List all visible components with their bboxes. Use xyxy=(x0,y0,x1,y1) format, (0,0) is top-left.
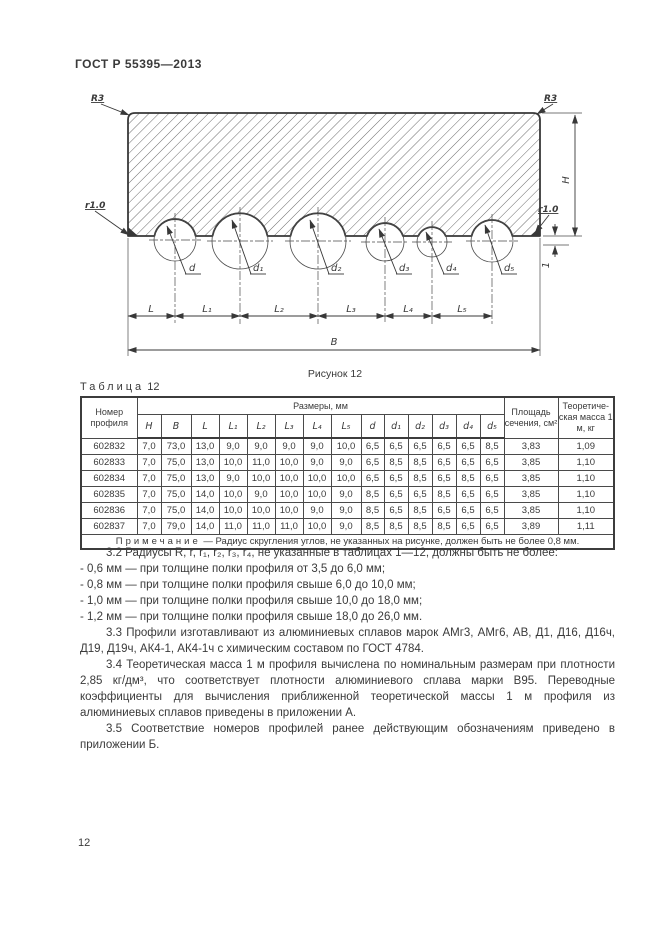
diameter-label-d1: d₁ xyxy=(253,263,264,274)
table-cell: 9,0 xyxy=(331,503,361,519)
table-title-word: Таблица xyxy=(80,381,145,393)
table-cell: 14,0 xyxy=(191,519,219,535)
table-cell: 10,0 xyxy=(219,487,247,503)
table-cell: 7,0 xyxy=(137,438,161,455)
table-cell: 14,0 xyxy=(191,487,219,503)
paragraph: - 1,2 мм — при толщине полки профиля свыше 18,0 до 26,0 мм. xyxy=(80,611,423,623)
size-column-header: d xyxy=(361,415,384,439)
table-row xyxy=(81,438,614,455)
table-cell: 9,0 xyxy=(219,438,247,455)
table-cell: 8,5 xyxy=(408,471,432,487)
table-cell: 3,83 xyxy=(504,438,558,455)
table-cell: 8,5 xyxy=(456,471,480,487)
table-cell: 602832 xyxy=(81,438,137,455)
note-label: Примечание xyxy=(115,536,201,547)
table-cell: 8,5 xyxy=(432,519,456,535)
col-header-mass: Теоретиче-ская масса 1 м, кг xyxy=(558,397,614,438)
page-number: 12 xyxy=(78,837,91,849)
table-cell: 10,0 xyxy=(247,471,275,487)
table-cell: 9,0 xyxy=(303,455,331,471)
table-cell: 10,0 xyxy=(219,503,247,519)
note-text: — Радиус скругления углов, не указанных на рисунке, должен быть не более 0,8 мм. xyxy=(203,536,580,547)
table-cell: 602836 xyxy=(81,503,137,519)
diameter-label-d: d xyxy=(189,263,196,274)
table-cell: 6,5 xyxy=(480,503,504,519)
size-column-header: L xyxy=(191,415,219,439)
table-cell: 10,0 xyxy=(275,471,303,487)
size-column-header: d₁ xyxy=(384,415,408,439)
table-cell: 6,5 xyxy=(432,503,456,519)
size-column-header: L₄ xyxy=(303,415,331,439)
table-cell: 6,5 xyxy=(432,471,456,487)
table-cell: 6,5 xyxy=(456,438,480,455)
paragraph: - 0,6 мм — при толщине полки профиля от 3,5 до 6,0 мм; xyxy=(80,563,386,575)
table-cell: 3,89 xyxy=(504,519,558,535)
table-cell: 10,0 xyxy=(331,438,361,455)
table-cell: 9,0 xyxy=(219,471,247,487)
table-cell: 6,5 xyxy=(361,438,384,455)
paragraph: 3.2 Радиусы R, r, r₁, r₂, r₃, r₄, не указанные в таблицах 1—12, должны быть не более: xyxy=(106,547,558,559)
table-cell: 3,85 xyxy=(504,455,558,471)
col-header-profile-number: Номер профиля xyxy=(81,397,137,438)
col-header-area: Площадь сечения, см² xyxy=(504,397,558,438)
table-cell: 10,0 xyxy=(303,471,331,487)
table-cell: 9,0 xyxy=(331,487,361,503)
table-cell: 75,0 xyxy=(161,487,191,503)
table-cell: 6,5 xyxy=(384,503,408,519)
table-cell: 9,0 xyxy=(247,487,275,503)
table-cell: 6,5 xyxy=(384,487,408,503)
table-cell: 8,5 xyxy=(384,519,408,535)
paragraph: 3.3 Профили изготавливают из алюминиевых сплавов марок АМг3, АМг6, АВ, Д1, Д16, Д16ч, Д19, Д19ч, АК4-1, АК4-1ч с химическим составом по ГОСТ 4784. xyxy=(80,627,615,655)
table-cell: 6,5 xyxy=(432,438,456,455)
table-cell: 8,5 xyxy=(384,455,408,471)
table-cell: 6,5 xyxy=(456,455,480,471)
table-cell: 9,0 xyxy=(303,503,331,519)
table-cell: 6,5 xyxy=(456,503,480,519)
table-cell: 6,5 xyxy=(432,455,456,471)
table-cell: 14,0 xyxy=(191,503,219,519)
table-cell: 6,5 xyxy=(384,438,408,455)
table-cell: 7,0 xyxy=(137,487,161,503)
table-cell: 602834 xyxy=(81,471,137,487)
paragraph: - 1,0 мм — при толщине полки профиля свыше 10,0 до 18,0 мм; xyxy=(80,595,423,607)
table-cell: 13,0 xyxy=(191,471,219,487)
table-12-zone xyxy=(80,381,615,550)
size-column-header: H xyxy=(137,415,161,439)
table-row xyxy=(81,503,614,519)
table-cell: 1,10 xyxy=(558,503,614,519)
size-column-header: d₂ xyxy=(408,415,432,439)
table-cell: 6,5 xyxy=(480,471,504,487)
body-paragraphs xyxy=(80,545,615,753)
table-cell: 13,0 xyxy=(191,438,219,455)
table-cell: 6,5 xyxy=(384,471,408,487)
size-column-header: d₃ xyxy=(432,415,456,439)
table-cell: 8,5 xyxy=(408,519,432,535)
diameter-label-d3: d₃ xyxy=(399,263,410,274)
table-cell: 6,5 xyxy=(361,455,384,471)
length-label-L: L xyxy=(148,304,154,315)
table-row xyxy=(81,519,614,535)
table-cell: 10,0 xyxy=(275,487,303,503)
table-cell: 13,0 xyxy=(191,455,219,471)
table-row xyxy=(81,487,614,503)
size-column-header: L₁ xyxy=(219,415,247,439)
table-cell: 73,0 xyxy=(161,438,191,455)
table-cell: 8,5 xyxy=(432,487,456,503)
size-column-header: d₄ xyxy=(456,415,480,439)
table-cell: 11,0 xyxy=(247,455,275,471)
table-cell: 10,0 xyxy=(303,487,331,503)
height-dimension-label: H xyxy=(561,176,572,184)
col-header-sizes-group: Размеры, мм xyxy=(137,397,504,415)
table-cell: 602833 xyxy=(81,455,137,471)
size-column-header: L₂ xyxy=(247,415,275,439)
radius-label-top-right: R3 xyxy=(544,94,558,104)
table-cell: 9,0 xyxy=(331,519,361,535)
table-cell: 75,0 xyxy=(161,455,191,471)
length-label-L2: L₂ xyxy=(274,304,284,315)
table-cell: 8,5 xyxy=(361,503,384,519)
table-cell: 6,5 xyxy=(480,519,504,535)
profile-drawing xyxy=(85,88,605,388)
table-cell: 79,0 xyxy=(161,519,191,535)
table-cell: 9,0 xyxy=(331,455,361,471)
size-column-header: L₃ xyxy=(275,415,303,439)
table-cell: 9,0 xyxy=(275,438,303,455)
table-cell: 6,5 xyxy=(408,487,432,503)
profile-table-body xyxy=(81,438,614,535)
diameter-label-d5: d₅ xyxy=(504,263,515,274)
size-column-header: d₅ xyxy=(480,415,504,439)
table-cell: 11,0 xyxy=(219,519,247,535)
table-title xyxy=(80,381,615,393)
table-cell: 1,10 xyxy=(558,455,614,471)
figure-12-svg xyxy=(85,88,605,388)
table-cell: 1,09 xyxy=(558,438,614,455)
table-cell: 6,5 xyxy=(480,455,504,471)
width-dimension-label: B xyxy=(330,337,338,348)
table-row xyxy=(81,471,614,487)
fillet-label-left: r1.0 xyxy=(85,201,106,211)
length-label-L3: L₃ xyxy=(346,304,356,315)
table-header-row xyxy=(81,397,614,415)
table-cell: 8,5 xyxy=(361,487,384,503)
table-cell: 7,0 xyxy=(137,471,161,487)
table-cell: 8,5 xyxy=(480,438,504,455)
table-title-number: 12 xyxy=(147,381,160,393)
lip-thickness-label: 1 xyxy=(541,261,552,269)
table-cell: 1,10 xyxy=(558,487,614,503)
table-cell: 10,0 xyxy=(219,455,247,471)
table-cell: 8,5 xyxy=(408,455,432,471)
table-cell: 10,0 xyxy=(331,471,361,487)
radius-label-top-left: R3 xyxy=(91,94,105,104)
table-cell: 10,0 xyxy=(275,503,303,519)
paragraph: - 0,8 мм — при толщине полки профиля свыше 6,0 до 10,0 мм; xyxy=(80,579,416,591)
table-cell: 7,0 xyxy=(137,455,161,471)
table-cell: 6,5 xyxy=(456,519,480,535)
fillet-label-right: r1.0 xyxy=(538,205,559,215)
table-cell: 9,0 xyxy=(247,438,275,455)
document-title: ГОСТ Р 55395—2013 xyxy=(75,57,202,71)
table-cell: 10,0 xyxy=(303,519,331,535)
table-cell: 602835 xyxy=(81,487,137,503)
table-cell: 9,0 xyxy=(303,438,331,455)
size-column-header: L₅ xyxy=(331,415,361,439)
length-label-L5: L₅ xyxy=(457,304,467,315)
diameter-label-d4: d₄ xyxy=(446,263,457,274)
table-cell: 1,11 xyxy=(558,519,614,535)
diameter-label-d2: d₂ xyxy=(331,263,342,274)
profiles-table xyxy=(80,396,615,550)
table-row xyxy=(81,455,614,471)
table-cell: 6,5 xyxy=(456,487,480,503)
table-cell: 7,0 xyxy=(137,519,161,535)
table-cell: 11,0 xyxy=(275,519,303,535)
table-cell: 10,0 xyxy=(275,455,303,471)
table-cell: 11,0 xyxy=(247,519,275,535)
table-cell: 3,85 xyxy=(504,503,558,519)
table-cell: 6,5 xyxy=(480,487,504,503)
length-label-L4: L₄ xyxy=(403,304,413,315)
table-cell: 10,0 xyxy=(247,503,275,519)
paragraph: 3.5 Соответствие номеров профилей ранее действующим обозначениям приведено в приложении Б. xyxy=(80,723,615,751)
table-cell: 3,85 xyxy=(504,487,558,503)
length-label-L1: L₁ xyxy=(202,304,212,315)
table-cell: 3,85 xyxy=(504,471,558,487)
table-cell: 602837 xyxy=(81,519,137,535)
table-cell: 6,5 xyxy=(361,471,384,487)
table-cell: 7,0 xyxy=(137,503,161,519)
table-cell: 6,5 xyxy=(408,438,432,455)
paragraph: 3.4 Теоретическая масса 1 м профиля вычислена по номинальным размерам при плотности 2,85 кг/дм³, что соответствует плотности алюминиевого сплава марки В95. Переводные коэффициенты для вычисления приближенной теоретической массы 1 м профиля из алюминиевых сплавов приведены в приложении А. xyxy=(80,659,615,719)
table-cell: 1,10 xyxy=(558,471,614,487)
table-cell: 75,0 xyxy=(161,503,191,519)
table-cell: 75,0 xyxy=(161,471,191,487)
size-column-header: B xyxy=(161,415,191,439)
figure-caption: Рисунок 12 xyxy=(307,368,363,380)
table-cell: 8,5 xyxy=(361,519,384,535)
table-cell: 8,5 xyxy=(408,503,432,519)
